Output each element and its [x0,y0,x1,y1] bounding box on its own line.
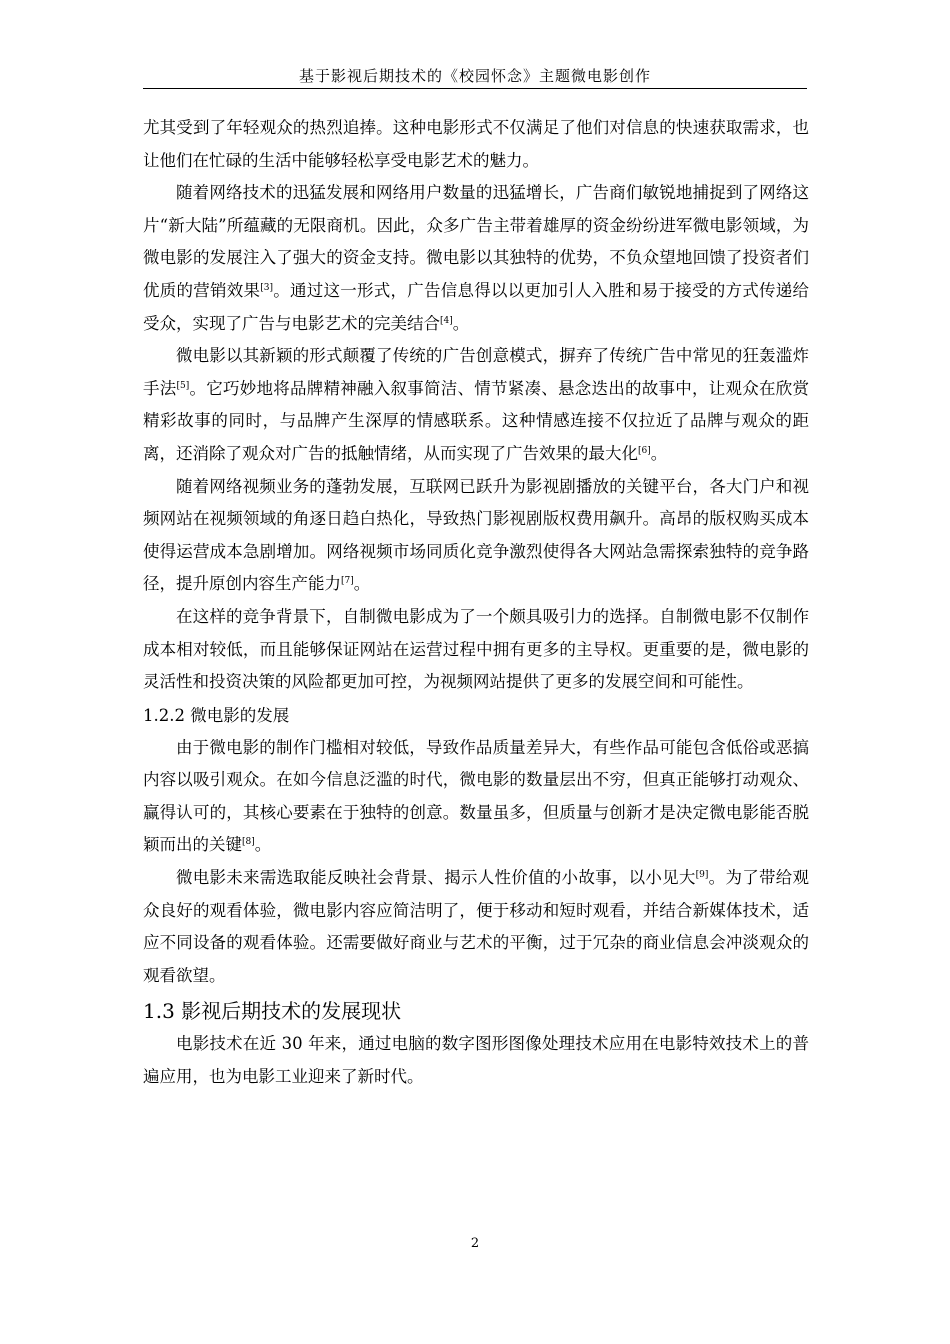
paragraph-7 [143,862,809,992]
paragraph-2 [143,177,809,340]
paragraph-7-text-a: 微电影未来需选取能反映社会背景、揭示人性价值的小故事，以小见大 [176,868,696,888]
paragraph-4-text-a: 随着网络视频业务的蓬勃发展，互联网已跃升为影视剧播放的关键平台，各大门户和视频网站在视频领域的角逐日趋白热化，导致热门影视剧版权费用飙升。高昂的版权购买成本使得运营成本急剧增加。网络视频市场同质化竞争激烈使得各大网站急需探索独特的竞争路径，提升原创内容生产能力 [143,476,809,594]
header-rule [143,88,807,89]
citation-8: [8] [242,837,255,848]
citation-9: [9] [695,870,709,881]
paragraph-6-text-a: 由于微电影的制作门槛相对较低，导致作品质量差异大，有些作品可能包含低俗或恶搞内容以吸引观众。在如今信息泛滥的时代，微电影的数量层出不穷，但真正能够打动观众、赢得认可的，其核心要素在于独特的创意。数量虽多，但质量与创新才是决定微电影能否脱颖而出的关键 [143,737,809,855]
paragraph-3-text-b: 。它巧妙地将品牌精神融入叙事简洁、情节紧凑、悬念迭出的故事中，让观众在欣赏精彩故事的同时，与品牌产生深厚的情感联系。这种情感连接不仅拉近了品牌与观众的距离，还消除了观众对广告的抵触情绪，从而实现了广告效果的最大化 [143,378,809,463]
section-heading-1-3: 1.3 影视后期技术的发展现状 [143,999,402,1024]
page-number: 2 [470,1236,480,1251]
citation-3: [3] [260,282,273,293]
paragraph-3-text-c: 。 [650,443,668,463]
citation-5: [5] [176,380,190,391]
paragraph-3-text-a: 微电影以其新颖的形式颠覆了传统的广告创意模式，摒弃了传统广告中常见的狂轰滥炸手法 [143,346,809,398]
citation-4: [4] [440,315,453,326]
paragraph-5: 在这样的竞争背景下，自制微电影成为了一个颇具吸引力的选择。自制微电影不仅制作成本相对较低，而且能够保证网站在运营过程中拥有更多的主导权。更重要的是，微电影的灵活性和投资决策的风险都更加可控，为视频网站提供了更多的发展空间和可能性。 [143,606,809,692]
section-heading-1-2-2: 1.2.2 微电影的发展 [143,705,290,725]
paragraph-6-text-b: 。 [254,835,272,855]
paragraph-4-text-b: 。 [353,574,371,594]
paragraph-3 [143,340,809,470]
page-body [143,112,809,1094]
paragraph-6 [143,732,809,862]
paragraph-2-text-c: 。 [452,313,470,333]
paragraph-2-text-b: 。通过这一形式，广告信息得以以更加引人入胜和易于接受的方式传递给受众，实现了广告与电影艺术的完美结合 [143,280,809,333]
running-header: 基于影视后期技术的《校园怀念》主题微电影创作 [298,67,651,85]
paragraph-2-text-a: 随着网络技术的迅猛发展和网络用户数量的迅猛增长，广告商们敏锐地捕捉到了网络这片“新大陆”所蕴藏的无限商机。因此，众多广告主带着雄厚的资金纷纷进军微电影领域，为微电影的发展注入了强大的资金支持。微电影以其独特的优势，不负众望地回馈了投资者们优质的营销效果 [143,183,809,300]
paragraph-1: 尤其受到了年轻观众的热烈追捧。这种电影形式不仅满足了他们对信息的快速获取需求，也让他们在忙碌的生活中能够轻松享受电影艺术的魅力。 [143,118,809,170]
paragraph-7-text-b: 。为了带给观众良好的观看体验，微电影内容应简洁明了，便于移动和短时观看，并结合新媒体技术，适应不同设备的观看体验。还需要做好商业与艺术的平衡，过于冗杂的商业信息会冲淡观众的观看欲望。 [143,868,810,985]
paragraph-4 [143,471,809,601]
paragraph-8: 电影技术在近 30 年来，通过电脑的数字图形图像处理技术应用在电影特效技术上的普遍应用，也为电影工业迎来了新时代。 [143,1034,809,1087]
citation-6: [6] [638,445,651,456]
citation-7: [7] [341,576,354,587]
